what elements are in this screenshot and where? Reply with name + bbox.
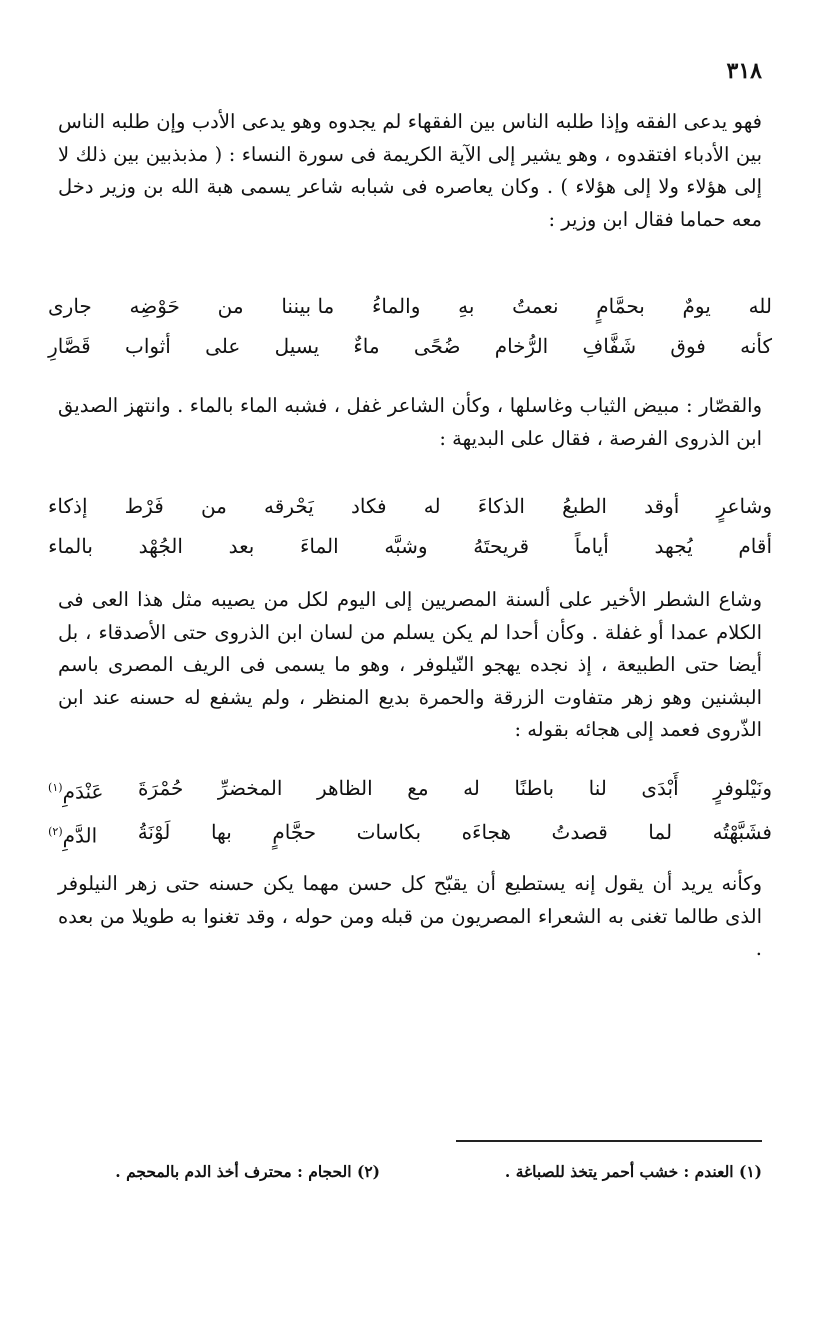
verse-word: حُمْرَةَ bbox=[137, 776, 184, 800]
footnote-mark-1: (١) bbox=[48, 781, 63, 794]
verse-word: بهِ bbox=[458, 294, 475, 318]
verse-word-with-mark bbox=[48, 812, 97, 856]
verse-3-line-1 bbox=[48, 768, 772, 812]
verse-word: بكاسات bbox=[356, 819, 422, 844]
paragraph-3: وشاع الشطر الأخير على ألسنة المصريين إلى اليوم لكل من يصيبه مثل هذا العى فى الكلام عمدا أو غفلة . وكأن أحدا لم يكن يسلم من لسان ابن الذروى حتى الأصدقاء ، بل أيضا حتى الطبيعة ، إذ نجده يهجو النّيلوفر ، وهو ما يسمى فى الريف المصرى باسم البشنين وهو زهر متفاوت الزرقة والحمرة بديع المنظر ، ولم يشفع له حسنه عند ابن الذّروى فعمد إلى هجائه بقوله : bbox=[58, 588, 762, 741]
verse-word: ما بيننا bbox=[281, 294, 335, 318]
verse-2-line-2 bbox=[48, 526, 772, 566]
verse-word: الذكاءَ bbox=[477, 494, 525, 518]
footnote-1: (١) العندم : خشب أحمر يتخذ للصباغة . bbox=[504, 1162, 762, 1181]
verse-word: الرُّخام bbox=[494, 334, 549, 358]
verse-word: يومٌ bbox=[682, 294, 711, 318]
verse-word: جارى bbox=[48, 294, 92, 318]
verse-word: وشاعرٍ bbox=[716, 494, 772, 518]
verse-word: بعد bbox=[228, 534, 255, 558]
verse-word: بالماء bbox=[48, 534, 93, 558]
verse-word: يُجهد bbox=[654, 534, 693, 558]
verse-word: ضُحًى bbox=[413, 334, 461, 358]
verse-word: من bbox=[200, 494, 227, 518]
verse-word: قريحتَهُ bbox=[473, 534, 530, 558]
verse-word: كأنه bbox=[740, 334, 772, 358]
verse-2-line-1 bbox=[48, 486, 772, 526]
verse-word: المخضرِّ bbox=[217, 776, 283, 800]
verse-word: حَوْضِه bbox=[129, 294, 180, 318]
verse-word: يَحْرقه bbox=[264, 494, 314, 518]
verse-word: الجُهْد bbox=[138, 534, 183, 558]
verse-3-line-2 bbox=[48, 812, 772, 856]
verse-word: الماءَ bbox=[299, 534, 339, 558]
verse-word: أَبْدَى bbox=[641, 776, 679, 800]
verse-word: فوق bbox=[670, 334, 706, 358]
verse-word: من bbox=[217, 294, 244, 318]
verse-2 bbox=[48, 486, 772, 566]
verse-word-with-mark bbox=[48, 768, 103, 812]
paragraph-1: فهو يدعى الفقه وإذا طلبه الناس بين الفقهاء لم يجدوه وهو يدعى الأدب وإن طلبه الناس بين الأدباء افتقدوه ، وهو يشير إلى الآية الكريمة فى سورة النساء : ( مذبذبين بين ذلك لا إلى هؤلاء ولا إلى هؤلاء ) . وكان يعاصره فى شبابه شاعر يسمى هبة الله بن وزير دخل معه حماما فقال ابن وزير : bbox=[58, 110, 762, 231]
paragraph-2: والقصّار : مبيض الثياب وغاسلها ، وكأن الشاعر غفل ، فشبه الماء بالماء . وانتهز الصديق ابن الذروى الفرصة ، فقال على البديهة : bbox=[58, 394, 762, 450]
footnote-divider bbox=[456, 1140, 762, 1142]
verse-word: لما bbox=[648, 819, 673, 844]
page-number: ٣١٨ bbox=[726, 58, 762, 84]
verse-word: فَرْط bbox=[124, 494, 164, 518]
verse-3 bbox=[48, 768, 772, 855]
verse-word: أوقد bbox=[644, 494, 680, 518]
verse-word: يسيل bbox=[274, 334, 320, 358]
verse-word: فكاد bbox=[351, 494, 387, 518]
verse-word: أثواب bbox=[124, 334, 171, 358]
verse-word: الطبعُ bbox=[562, 494, 607, 518]
verse-word: له bbox=[423, 494, 441, 518]
verse-word: لله bbox=[748, 294, 772, 318]
paragraph-4: وكأنه يريد أن يقول إنه يستطيع أن يقبّح كل حسن مهما يكن حسنه حتى زهر النيلوفر الذى طالما تغنى به الشعراء المصريون من قبله ومن حوله ، وقد تغنوا به طويلا من بعده . bbox=[58, 872, 762, 960]
verse-word: باطنًا bbox=[514, 776, 555, 800]
verse-word: قَصَّارِ bbox=[48, 334, 91, 358]
verse-word: على bbox=[205, 334, 241, 358]
verse-word: بها bbox=[210, 819, 232, 844]
verse-word: مع bbox=[407, 776, 429, 800]
verse-word: عَنْدَمِ bbox=[62, 779, 104, 804]
verse-word: فشَبَّهْتُه bbox=[712, 819, 772, 844]
footnote-mark-2: (٢) bbox=[48, 824, 63, 838]
verse-word: والماءُ bbox=[372, 294, 421, 318]
verse-1-line-2 bbox=[48, 326, 772, 366]
verse-word: هجاءَه bbox=[461, 819, 511, 844]
verse-word: بحمَّامٍ bbox=[596, 294, 645, 318]
verse-1 bbox=[48, 286, 772, 366]
verse-word: ماءٌ bbox=[353, 334, 380, 358]
verse-word: حجَّامٍ bbox=[272, 819, 317, 844]
verse-word: ونَيْلوفرٍ bbox=[713, 776, 772, 800]
verse-word: أياماً bbox=[574, 534, 609, 558]
footnote-2: (٢) الحجام : محترف أخذ الدم بالمحجم . bbox=[115, 1162, 380, 1181]
verse-word: وشبَّه bbox=[384, 534, 428, 558]
verse-word: نعمتُ bbox=[512, 294, 559, 318]
verse-word: شَفَّافِ bbox=[582, 334, 637, 358]
verse-1-line-1 bbox=[48, 286, 772, 326]
verse-word: لَوْنَةُ bbox=[137, 819, 171, 844]
verse-word: أقام bbox=[738, 534, 772, 558]
verse-word: له bbox=[463, 776, 480, 800]
verse-word: لنا bbox=[588, 776, 607, 800]
verse-word: الظاهر bbox=[316, 776, 373, 800]
verse-word: إذكاء bbox=[48, 494, 88, 518]
verse-word: الدَّمِ bbox=[62, 823, 98, 848]
verse-word: قصدتُ bbox=[551, 819, 608, 844]
